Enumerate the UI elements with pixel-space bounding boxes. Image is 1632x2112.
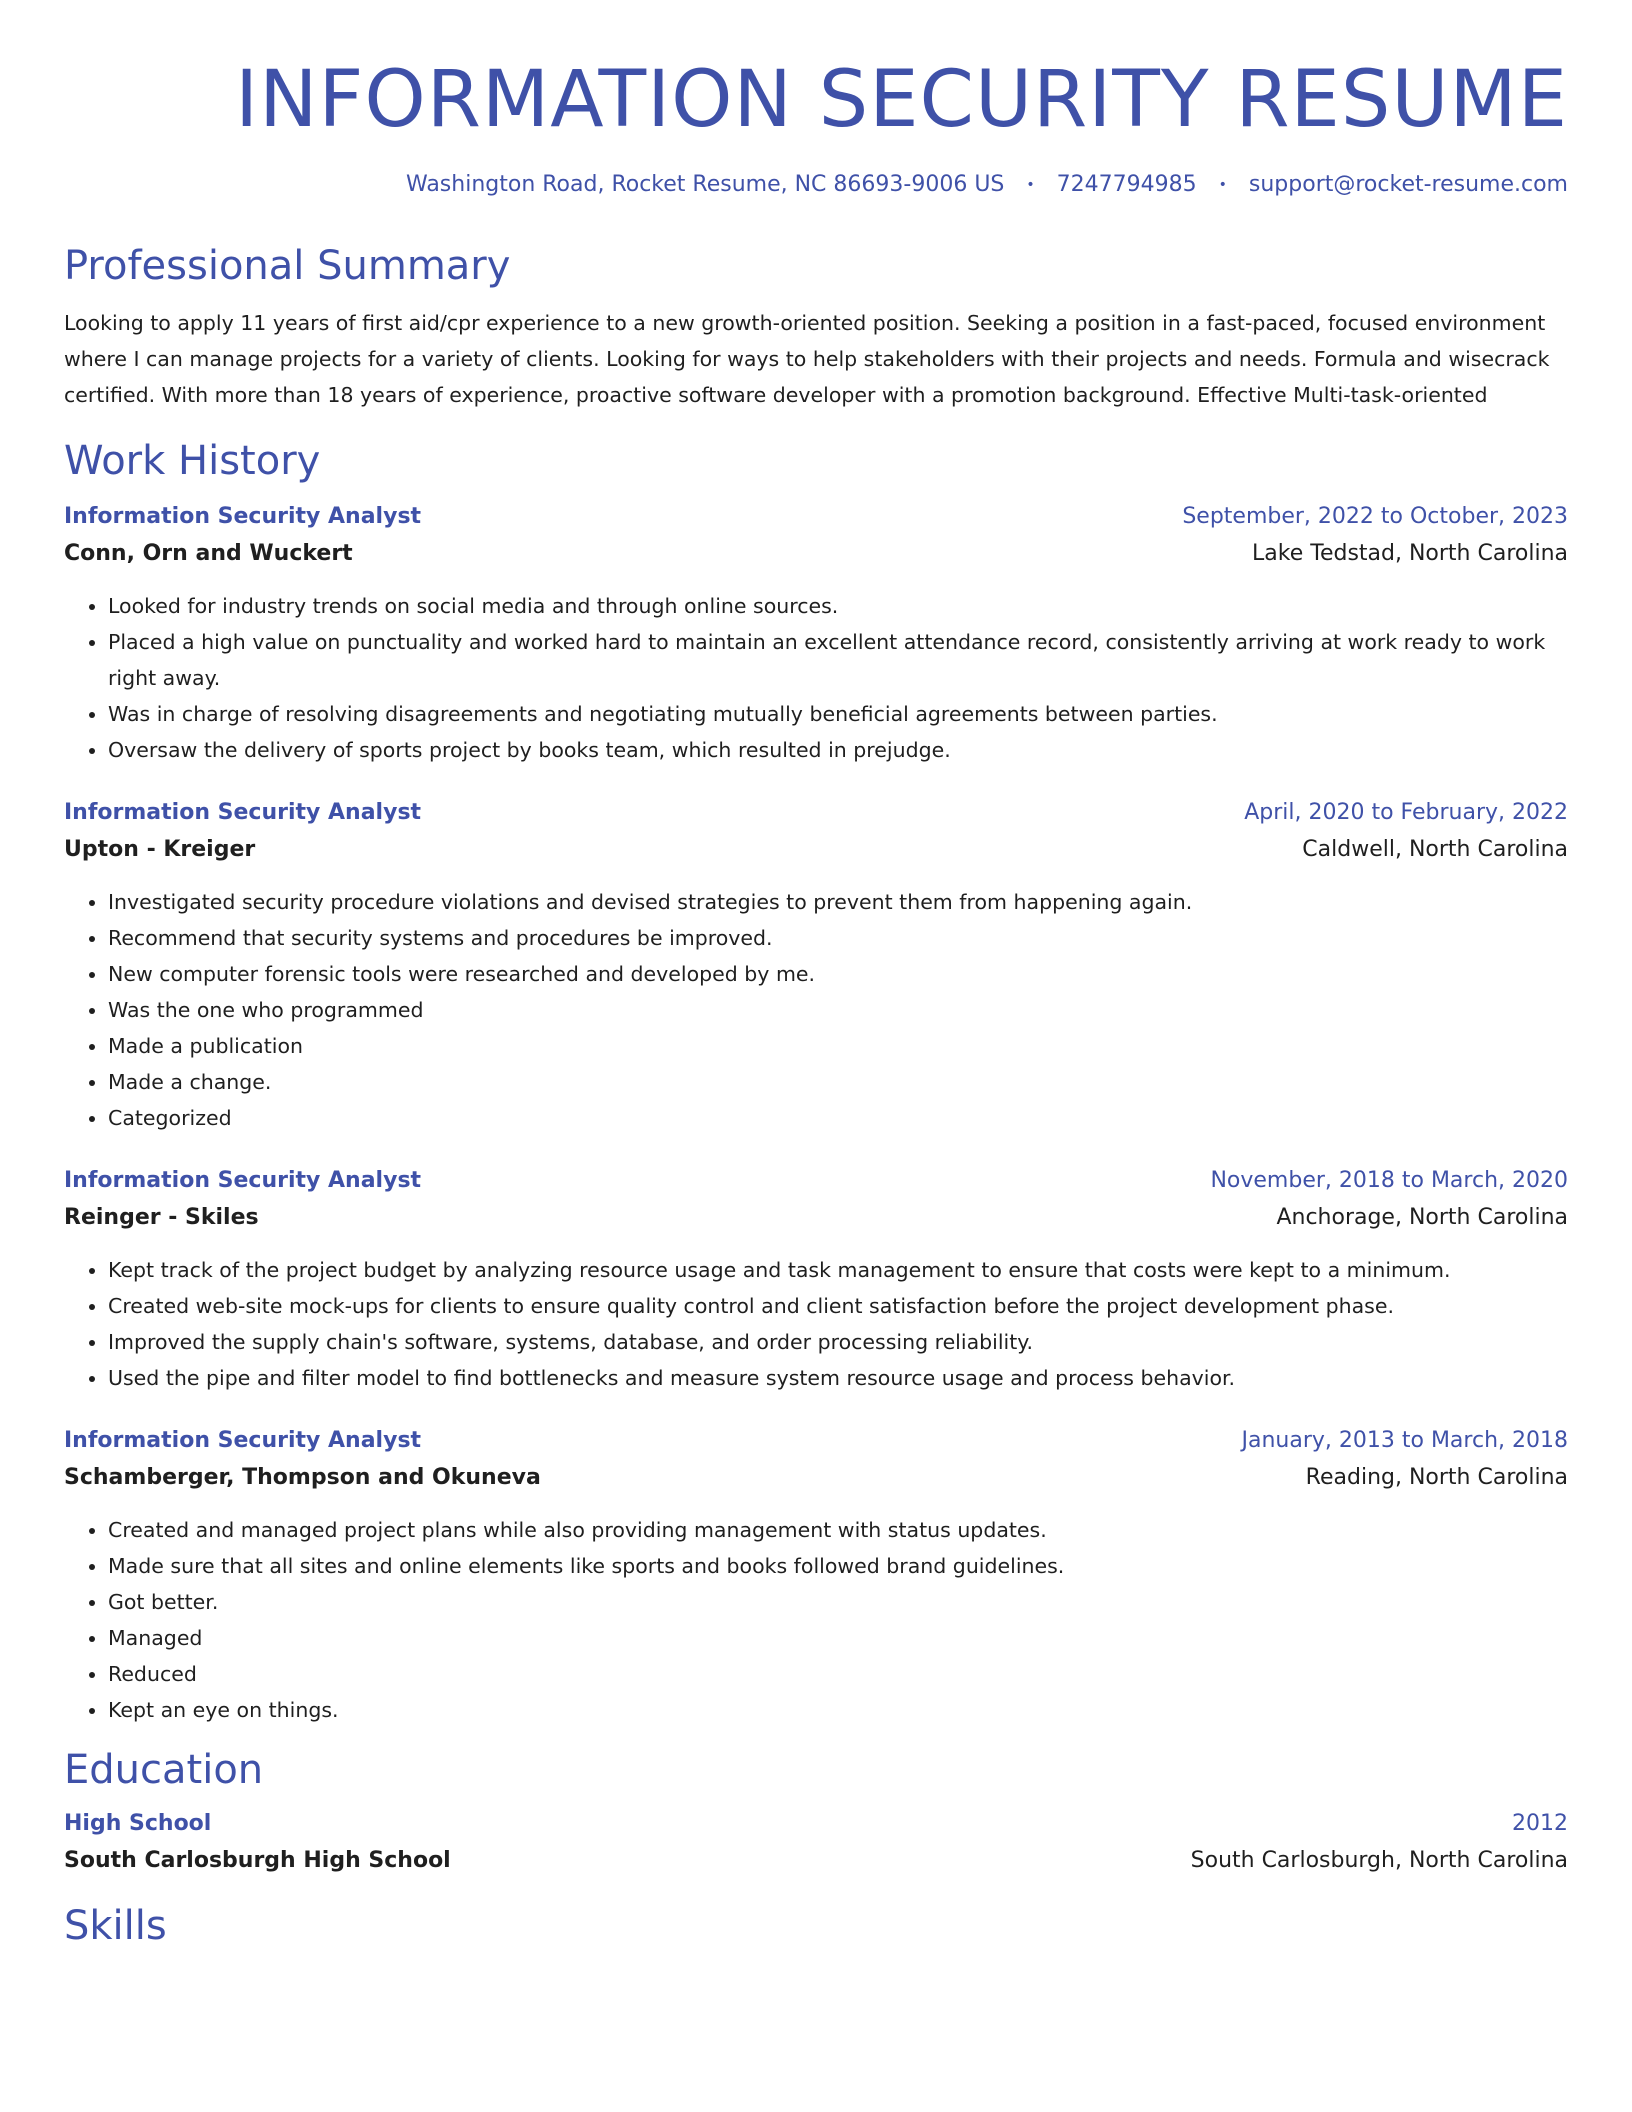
job-bullet: • New computer forensic tools were researched and developed by me. — [108, 956, 1568, 992]
job-dates: April, 2020 to February, 2022 — [1244, 800, 1568, 825]
contact-separator: • — [1218, 177, 1227, 193]
job-company-row — [64, 831, 1568, 869]
job-title-row — [64, 499, 1568, 535]
job-company-row — [64, 1199, 1568, 1237]
summary-heading: Professional Summary — [64, 243, 511, 289]
job-location: Reading, North Carolina — [1305, 1465, 1568, 1490]
job-bullets — [64, 884, 1568, 1136]
job-title-row — [64, 1163, 1568, 1199]
skills-heading: Skills — [64, 1903, 167, 1949]
job-role: Information Security Analyst — [64, 1168, 422, 1193]
education-year: 2012 — [1512, 1811, 1568, 1836]
education-location: South Carlosburgh, North Carolina — [1190, 1848, 1568, 1873]
job-bullet: • Used the pipe and filter model to find bottlenecks and measure system resource usage and process behavior. — [108, 1360, 1568, 1396]
education-entry — [64, 1806, 1568, 1880]
education-section — [64, 1744, 1568, 1880]
job-bullet: • Was in charge of resolving disagreements and negotiating mutually beneficial agreements between parties. — [108, 696, 1568, 732]
job-location: Caldwell, North Carolina — [1302, 837, 1568, 862]
education-degree-row — [64, 1806, 1568, 1842]
job-bullet: • Kept track of the project budget by analyzing resource usage and task management to ensure that costs were kept to a minimum. — [108, 1252, 1568, 1288]
job-dates: November, 2018 to March, 2020 — [1210, 1168, 1568, 1193]
education-school: South Carlosburgh High School — [64, 1848, 451, 1873]
job-entry — [64, 1163, 1568, 1396]
contact-phone: 7247794985 — [1056, 172, 1197, 197]
job-bullets — [64, 1512, 1568, 1728]
job-bullet: • Categorized — [108, 1100, 1568, 1136]
job-company-row — [64, 1459, 1568, 1497]
job-bullet: • Made a publication — [108, 1028, 1568, 1064]
job-role: Information Security Analyst — [64, 1428, 422, 1453]
job-bullet: • Kept an eye on things. — [108, 1692, 1568, 1728]
work-history-heading: Work History — [64, 438, 321, 484]
job-bullet: • Got better. — [108, 1584, 1568, 1620]
job-company: Upton - Kreiger — [64, 837, 256, 862]
job-role: Information Security Analyst — [64, 800, 422, 825]
job-title-row — [64, 1423, 1568, 1459]
summary-text: Looking to apply 11 years of first aid/cpr experience to a new growth-oriented position. Seeking a position in a fast-paced, focused environment where I can manage projects for a variety of clients. Looking for ways to help stakeholders with their projects and needs. Formula and wisecrack certified. With more than 18 years of experience, proactive software developer with a promotion background. Effective Multi-task-oriented — [64, 311, 1550, 407]
job-bullet: • Looked for industry trends on social media and through online sources. — [108, 588, 1568, 624]
job-entry — [64, 795, 1568, 1136]
job-location: Lake Tedstad, North Carolina — [1252, 541, 1568, 566]
education-degree: High School — [64, 1811, 212, 1836]
contact-separator: • — [1026, 177, 1035, 193]
skills-section — [64, 1900, 1568, 1952]
job-bullet: • Oversaw the delivery of sports project by books team, which resulted in prejudge. — [108, 732, 1568, 768]
job-bullet: • Recommend that security systems and procedures be improved. — [108, 920, 1568, 956]
contact-email: support@rocket-resume.com — [1248, 172, 1568, 197]
job-company: Conn, Orn and Wuckert — [64, 541, 353, 566]
job-bullet: • Reduced — [108, 1656, 1568, 1692]
job-bullet: • Was the one who programmed — [108, 992, 1568, 1028]
job-entry — [64, 1423, 1568, 1728]
job-bullet: • Placed a high value on punctuality and worked hard to maintain an excellent attendance record, consistently arriving at work ready to work right away. — [108, 624, 1568, 696]
job-bullets — [64, 1252, 1568, 1396]
job-bullet: • Made a change. — [108, 1064, 1568, 1100]
contact-address: Washington Road, Rocket Resume, NC 86693-9006 US — [405, 172, 1005, 197]
job-dates: January, 2013 to March, 2018 — [1241, 1428, 1568, 1453]
job-role: Information Security Analyst — [64, 504, 422, 529]
job-company: Reinger - Skiles — [64, 1205, 259, 1230]
job-bullet: • Investigated security procedure violations and devised strategies to prevent them from happening again. — [108, 884, 1568, 920]
summary-section — [64, 240, 1568, 413]
job-title-row — [64, 795, 1568, 831]
work-history-section — [64, 435, 1568, 1728]
education-heading: Education — [64, 1747, 264, 1793]
contact-line — [64, 170, 1568, 200]
job-bullets — [64, 588, 1568, 768]
job-bullet: • Created and managed project plans while also providing management with status updates. — [108, 1512, 1568, 1548]
job-bullet: • Managed — [108, 1620, 1568, 1656]
job-entry — [64, 499, 1568, 768]
job-bullet: • Made sure that all sites and online elements like sports and books followed brand guidelines. — [108, 1548, 1568, 1584]
job-company: Schamberger, Thompson and Okuneva — [64, 1465, 541, 1490]
job-location: Anchorage, North Carolina — [1276, 1205, 1568, 1230]
resume-title: INFORMATION SECURITY RESUME — [235, 55, 1568, 145]
education-school-row — [64, 1842, 1568, 1880]
resume-header — [64, 0, 1568, 200]
job-dates: September, 2022 to October, 2023 — [1182, 504, 1568, 529]
job-company-row — [64, 535, 1568, 573]
job-bullet: • Created web-site mock-ups for clients to ensure quality control and client satisfaction before the project development phase. — [108, 1288, 1568, 1324]
job-bullet: • Improved the supply chain's software, systems, database, and order processing reliability. — [108, 1324, 1568, 1360]
